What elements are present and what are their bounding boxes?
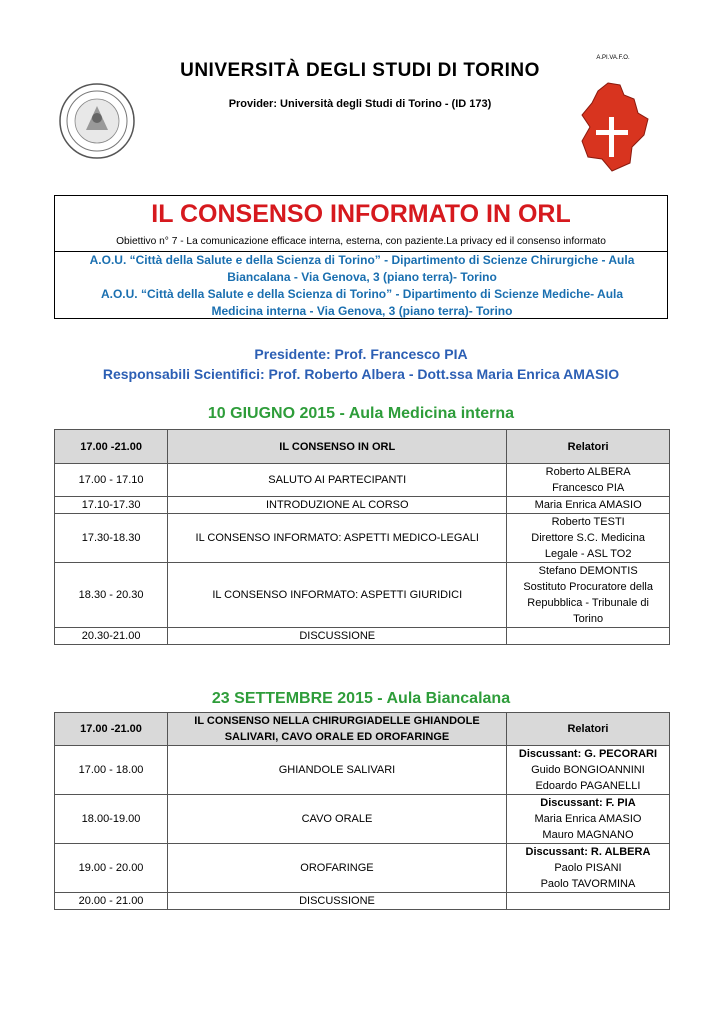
- table-row: [55, 628, 670, 645]
- location-2-line2: Medicina interna - Via Genova, 3 (piano terra)- Torino: [211, 304, 513, 318]
- row-speakers: [507, 514, 670, 563]
- row-speakers: [506, 893, 669, 910]
- header-time: 17.00 -21.00: [55, 713, 168, 746]
- table-header-row: [55, 430, 670, 464]
- speaker: Roberto TESTI: [551, 516, 625, 528]
- speaker: Francesco PIA: [552, 482, 625, 494]
- session2-date: 23 SETTEMBRE 2015 - Aula Biancalana: [211, 690, 511, 707]
- row-topic: IL CONSENSO INFORMATO: ASPETTI GIURIDICI: [168, 563, 507, 628]
- table-row: [55, 464, 670, 497]
- row-speakers: [507, 563, 670, 628]
- table-row: [55, 563, 670, 628]
- row-time: 17.10-17.30: [55, 497, 168, 514]
- speaker: Maria Enrica AMASIO: [534, 813, 642, 825]
- row-time: 17.00 - 17.10: [55, 464, 168, 497]
- row-topic: CAVO ORALE: [168, 795, 507, 844]
- row-time: 20.30-21.00: [55, 628, 168, 645]
- row-topic: DISCUSSIONE: [168, 893, 507, 910]
- location-1-line2: Biancalana - Via Genova, 3 (piano terra)- Torino: [227, 270, 497, 284]
- speaker: Paolo TAVORMINA: [540, 878, 636, 890]
- discussant: Discussant: G. PECORARI: [518, 748, 658, 760]
- provider-line: Provider: Università degli Studi di Torino - (ID 173): [228, 98, 492, 110]
- speaker: Guido BONGIOANNINI: [531, 764, 645, 776]
- speaker: Maria Enrica AMASIO: [534, 499, 642, 511]
- header-topic-line: IL CONSENSO NELLA CHIRURGIADELLE GHIANDOLE: [194, 715, 480, 727]
- speaker: Edoardo PAGANELLI: [535, 780, 641, 792]
- row-topic: OROFARINGE: [168, 844, 507, 893]
- header-time: 17.00 -21.00: [55, 430, 168, 464]
- row-speakers: [507, 497, 670, 514]
- row-topic: GHIANDOLE SALIVARI: [168, 746, 507, 795]
- apvfo-logo-icon: [568, 55, 658, 175]
- row-time: 17.00 - 18.00: [55, 746, 168, 795]
- discussant: Discussant: F. PIA: [540, 797, 636, 809]
- row-topic: DISCUSSIONE: [168, 628, 507, 645]
- speaker: Stefano DEMONTIS: [538, 565, 638, 577]
- row-speakers: [507, 628, 670, 645]
- speaker: Torino: [573, 613, 604, 625]
- header-speakers: Relatori: [507, 430, 670, 464]
- header-topic: IL CONSENSO IN ORL: [168, 430, 507, 464]
- logo-caption: A.PI.VA.F.O.: [596, 55, 630, 61]
- university-seal-icon: [58, 82, 136, 160]
- president: Presidente: Prof. Francesco PIA: [254, 346, 468, 362]
- row-speakers: [507, 464, 670, 497]
- speaker: Roberto ALBERA: [545, 466, 631, 478]
- row-topic: IL CONSENSO INFORMATO: ASPETTI MEDICO-LEGALI: [168, 514, 507, 563]
- speaker: Paolo PISANI: [554, 862, 622, 874]
- row-speakers: [506, 746, 669, 795]
- location-2-line1: A.O.U. “Città della Salute e della Scienza di Torino” - Dipartimento di Scienze Mediche- Aula: [100, 287, 624, 301]
- university-name: UNIVERSITÀ DEGLI STUDI DI TORINO: [180, 60, 540, 81]
- speaker: Sostituto Procuratore della: [523, 581, 653, 593]
- row-topic: INTRODUZIONE AL CORSO: [168, 497, 507, 514]
- event-box: [54, 195, 668, 319]
- header-topic: [168, 713, 507, 746]
- speaker: Direttore S.C. Medicina: [531, 532, 645, 544]
- table-row: [55, 795, 670, 844]
- speaker: Legale - ASL TO2: [544, 548, 632, 560]
- event-objective: Obiettivo n° 7 - La comunicazione efficace interna, esterna, con paziente.La privacy ed il consenso informato: [116, 236, 606, 247]
- discussant: Discussant: R. ALBERA: [525, 846, 651, 858]
- header-speakers: Relatori: [506, 713, 669, 746]
- table-row: [55, 514, 670, 563]
- header-topic-line: SALIVARI, CAVO ORALE ED OROFARINGE: [224, 731, 450, 743]
- row-time: 20.00 - 21.00: [55, 893, 168, 910]
- row-time: 18.30 - 20.30: [55, 563, 168, 628]
- table-header-row: [55, 713, 670, 746]
- table-row: [55, 497, 670, 514]
- scientific-responsibles: Responsabili Scientifici: Prof. Roberto Albera - Dott.ssa Maria Enrica AMASIO: [102, 366, 620, 382]
- session2-table: [54, 712, 670, 910]
- location-1-line1: A.O.U. “Città della Salute e della Scienza di Torino” - Dipartimento di Scienze Chirurgiche - Aula: [89, 253, 635, 267]
- row-speakers: [506, 844, 669, 893]
- event-title: IL CONSENSO INFORMATO IN ORL: [151, 200, 571, 228]
- table-row: [55, 893, 670, 910]
- row-topic: SALUTO AI PARTECIPANTI: [168, 464, 507, 497]
- row-time: 19.00 - 20.00: [55, 844, 168, 893]
- row-time: 17.30-18.30: [55, 514, 168, 563]
- table-row: [55, 844, 670, 893]
- table-row: [55, 746, 670, 795]
- row-time: 18.00-19.00: [55, 795, 168, 844]
- session1-date: 10 GIUGNO 2015 - Aula Medicina interna: [207, 405, 515, 422]
- speaker: Mauro MAGNANO: [542, 829, 634, 841]
- row-speakers: [506, 795, 669, 844]
- session1-table: [54, 429, 670, 645]
- speaker: Repubblica - Tribunale di: [527, 597, 649, 609]
